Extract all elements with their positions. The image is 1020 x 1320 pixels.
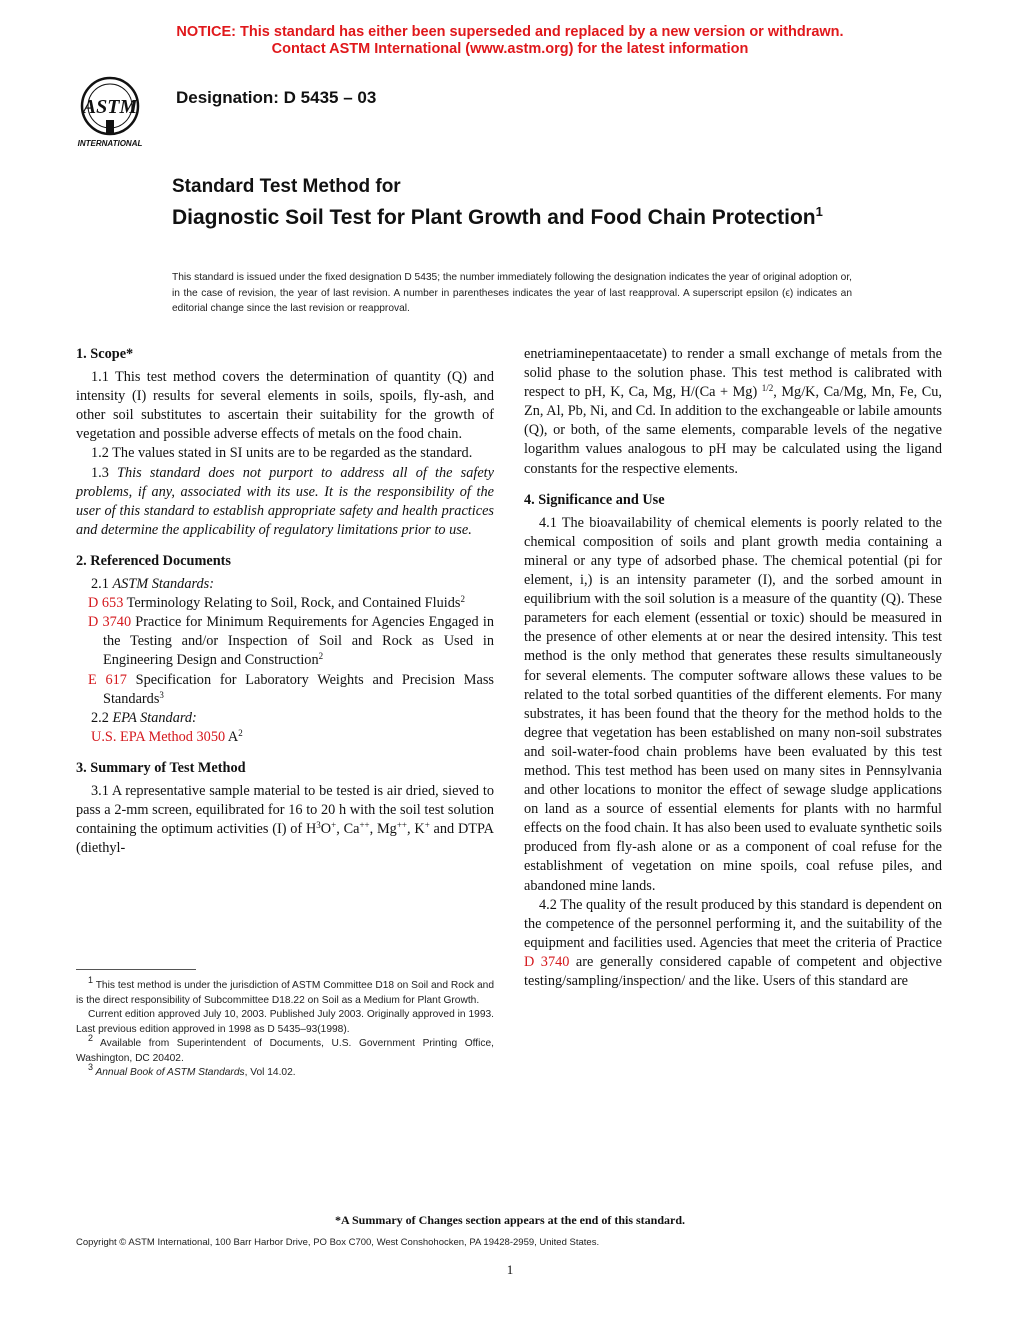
svg-text:ASTM: ASTM [82, 96, 138, 118]
link-d3740-inline[interactable]: D 3740 [524, 953, 570, 970]
epa-standard-label [76, 709, 494, 728]
astm-label: ASTM Standards: [112, 576, 214, 593]
superscript: + [331, 820, 337, 831]
footnote-1 [76, 975, 494, 1008]
safety-caveat: This standard does not purport to address all of the safety problems, if any, associated with its use. It is the responsibility of the user of this standard to establish appropriate safety and health practices and determine the applicability of regulatory limitations prior to use. [76, 464, 494, 538]
reference-d653 [88, 594, 494, 613]
paragraph-3-1 [76, 782, 494, 858]
astm-standards-label [76, 575, 494, 594]
reference-title: A [225, 728, 239, 745]
footnote-number: 3 [88, 1062, 94, 1072]
footnote-number: 1 [88, 975, 94, 985]
link-epa-3050[interactable]: U.S. EPA Method 3050 [91, 728, 226, 745]
footnote-mark: 3 [159, 689, 164, 700]
section-heading-significance: 4. Significance and Use [524, 491, 665, 508]
text-run: O [320, 821, 332, 838]
section-heading-scope: 1. Scope* [76, 346, 134, 362]
title-line-2 [172, 199, 872, 230]
footnotes [76, 975, 494, 1081]
paragraph-4-1: 4.1 The bioavailability of chemical elements is poorly related to the chemical composition of soils and plant growth media containing a mineral or any type of adsorbed phase. The chemical potential (pi for element, i,) is an intensity parameter (I), and the sorbed amount in equilibrium with the soil solution is a measure of the quantity (Q). These parameters for each element (essential or toxic) should be measured in the presence of other elements at or near the desired intensity. This test method is the only method that generates these results simultaneously for several elements. The computer software allows these values to be related to the total sorbed quantities of the different elements. For many substrates, it has been found that the theory for the method holds to the degree that vegetation has been established on many non-soil substrates and soil-water-food chain problems have been evaluated by this test method. This test method has been used on many sites in Pennsylvania and other locations to monitor the effect of sewage sludge applications on land as a source of essential elements for plants with no harmful effects on the food chain. It has also been used to evaluate synthetic soils produced from fly-ash alone or as a component of coal refuse for the establishment of vegetation on mine spoils, coal refuse piles, and abandoned mine lands. [524, 514, 942, 894]
link-d3740[interactable]: D 3740 [88, 614, 132, 631]
superseded-notice [0, 24, 1020, 58]
paragraph-1-3 [76, 464, 494, 540]
footnote-mark: 2 [318, 651, 324, 662]
text-run: and DTPA (diethyl- [76, 821, 495, 857]
reference-title: Specification for Laboratory Weights and Precision Mass Standards [103, 671, 494, 707]
footnote-divider [76, 969, 196, 970]
footnote-mark: 2 [238, 727, 243, 738]
superscript: ++ [359, 820, 370, 831]
text-run: , Ca [336, 821, 360, 838]
notice-line-1: NOTICE: This standard has either been superseded and replaced by a new version or withdrawn. [176, 24, 844, 40]
footnote-text: Available from Superintendent of Documents, U.S. Government Printing Office, Washington, DC 20402. [76, 1038, 494, 1064]
link-e617[interactable]: E 617 [88, 671, 127, 688]
paragraph-number: 2.1 [91, 576, 113, 593]
footnote-italic: Annual Book of ASTM Standards [93, 1067, 245, 1078]
reference-d3740 [88, 613, 494, 670]
text-run: enetriaminepentaacetate) to render a small exchange of metals from the solid phase to the solution phase. This test method is calibrated with respect to pH, K, Ca, Mg, H/(Ca + Mg) [524, 346, 942, 401]
title-line-1: Standard Test Method for [172, 176, 401, 197]
superscript: ++ [396, 820, 407, 831]
footnote-2 [76, 1033, 494, 1066]
footnote-3 [76, 1062, 494, 1081]
text-run: , Mg/K, Ca/Mg, Mn, Fe, Cu, Zn, Al, Pb, Ni, and Cd. In addition to the exchangeable or labile amounts (Q), or both, of the same elements, comparable levels of the negative logarithm values analogous to pH may be calculated using the ligand constants for the respective elements. [524, 384, 942, 477]
superscript: 3 [316, 820, 321, 831]
left-column [76, 345, 494, 858]
issued-note: This standard is issued under the fixed designation D 5435; the number immediately following the designation indicates the year of original adoption or, in the case of revision, the year of last revision. A number in parentheses indicates the year of last reapproval. A superscript epsilon (ϵ) indicates an editorial change since the last revision or reapproval. [172, 272, 852, 314]
reference-title: Practice for Minimum Requirements for Agencies Engaged in the Testing and/or Inspection of Soil and Rock as Used in Engineering Design and Construction [103, 614, 494, 669]
footnote-number: 2 [88, 1033, 94, 1043]
text-run: are generally considered capable of competent and objective testing/sampling/inspection/ and the like. Users of this standard are [524, 953, 942, 989]
paragraph-number: 2.2 [91, 709, 113, 726]
footnote-mark: 2 [460, 594, 465, 605]
paragraph-1-2: 1.2 The values stated in SI units are to be regarded as the standard. [91, 445, 473, 462]
svg-text:INTERNATIONAL: INTERNATIONAL [77, 139, 143, 148]
reference-epa-3050 [76, 728, 494, 747]
astm-logo-icon [66, 74, 162, 150]
text-run: 3.1 A representative sample material to be tested is air dried, sieved to pass a 2-mm screen, equilibrated for 16 to 20 h with the soil test solution containing the optimum activities (I) of H [76, 782, 494, 838]
copyright-line: Copyright © ASTM International, 100 Barr Harbor Drive, PO Box C700, West Conshohocken, PA 19428-2959, United States. [76, 1237, 600, 1248]
reference-title: Terminology Relating to Soil, Rock, and Contained Fluids [123, 595, 461, 612]
text-run: , Mg [369, 821, 397, 838]
paragraph-number: 1.3 [91, 464, 118, 481]
footnote-text: , Vol 14.02. [244, 1067, 296, 1078]
link-d653[interactable]: D 653 [88, 595, 124, 612]
title-text: Diagnostic Soil Test for Plant Growth and Food Chain Protection [172, 206, 816, 229]
summary-of-changes-note: *A Summary of Changes section appears at the end of this standard. [334, 1213, 686, 1227]
epa-label: EPA Standard: [112, 709, 197, 726]
designation: Designation: D 5435 – 03 [176, 88, 377, 107]
paragraph-4-2 [524, 896, 942, 991]
superscript: + [424, 820, 430, 831]
right-column [524, 345, 942, 991]
text-run: 4.2 The quality of the result produced by this standard is dependent on the competence of the personnel performing it, and the suitability of the equipment and facilities used. Agencies that meet the criteria of Practice [524, 896, 942, 951]
footnote-text: This test method is under the jurisdiction of ASTM Committee D18 on Soil and Rock and is the direct responsibility of Subcommittee D18.22 on Soil as a Medium for Plant Growth. [76, 980, 494, 1006]
notice-line-2: Contact ASTM International (www.astm.org) for the latest information [271, 41, 749, 57]
reference-e617 [88, 671, 494, 709]
section-heading-referenced: 2. Referenced Documents [76, 552, 231, 569]
section-heading-summary: 3. Summary of Test Method [76, 759, 246, 776]
page-number: 1 [506, 1262, 514, 1277]
superscript: 1/2 [761, 383, 774, 394]
paragraph-3-1-continued [524, 345, 942, 479]
text-run: , K [407, 821, 425, 838]
title-footnote-mark: 1 [815, 204, 823, 219]
footnote-1b: Current edition approved July 10, 2003. Published July 2003. Originally approved in 1993. Last previous edition approved in 1998 as D 5435–93(1998). [76, 1009, 494, 1035]
paragraph-1-1: 1.1 This test method covers the determination of quantity (Q) and intensity (I) results for several elements in soils, spoils, fly-ash, and other soil substitutes to ascertain their suitability for the growth of vegetation and possible adverse effects of metals on the food chain. [76, 369, 494, 443]
